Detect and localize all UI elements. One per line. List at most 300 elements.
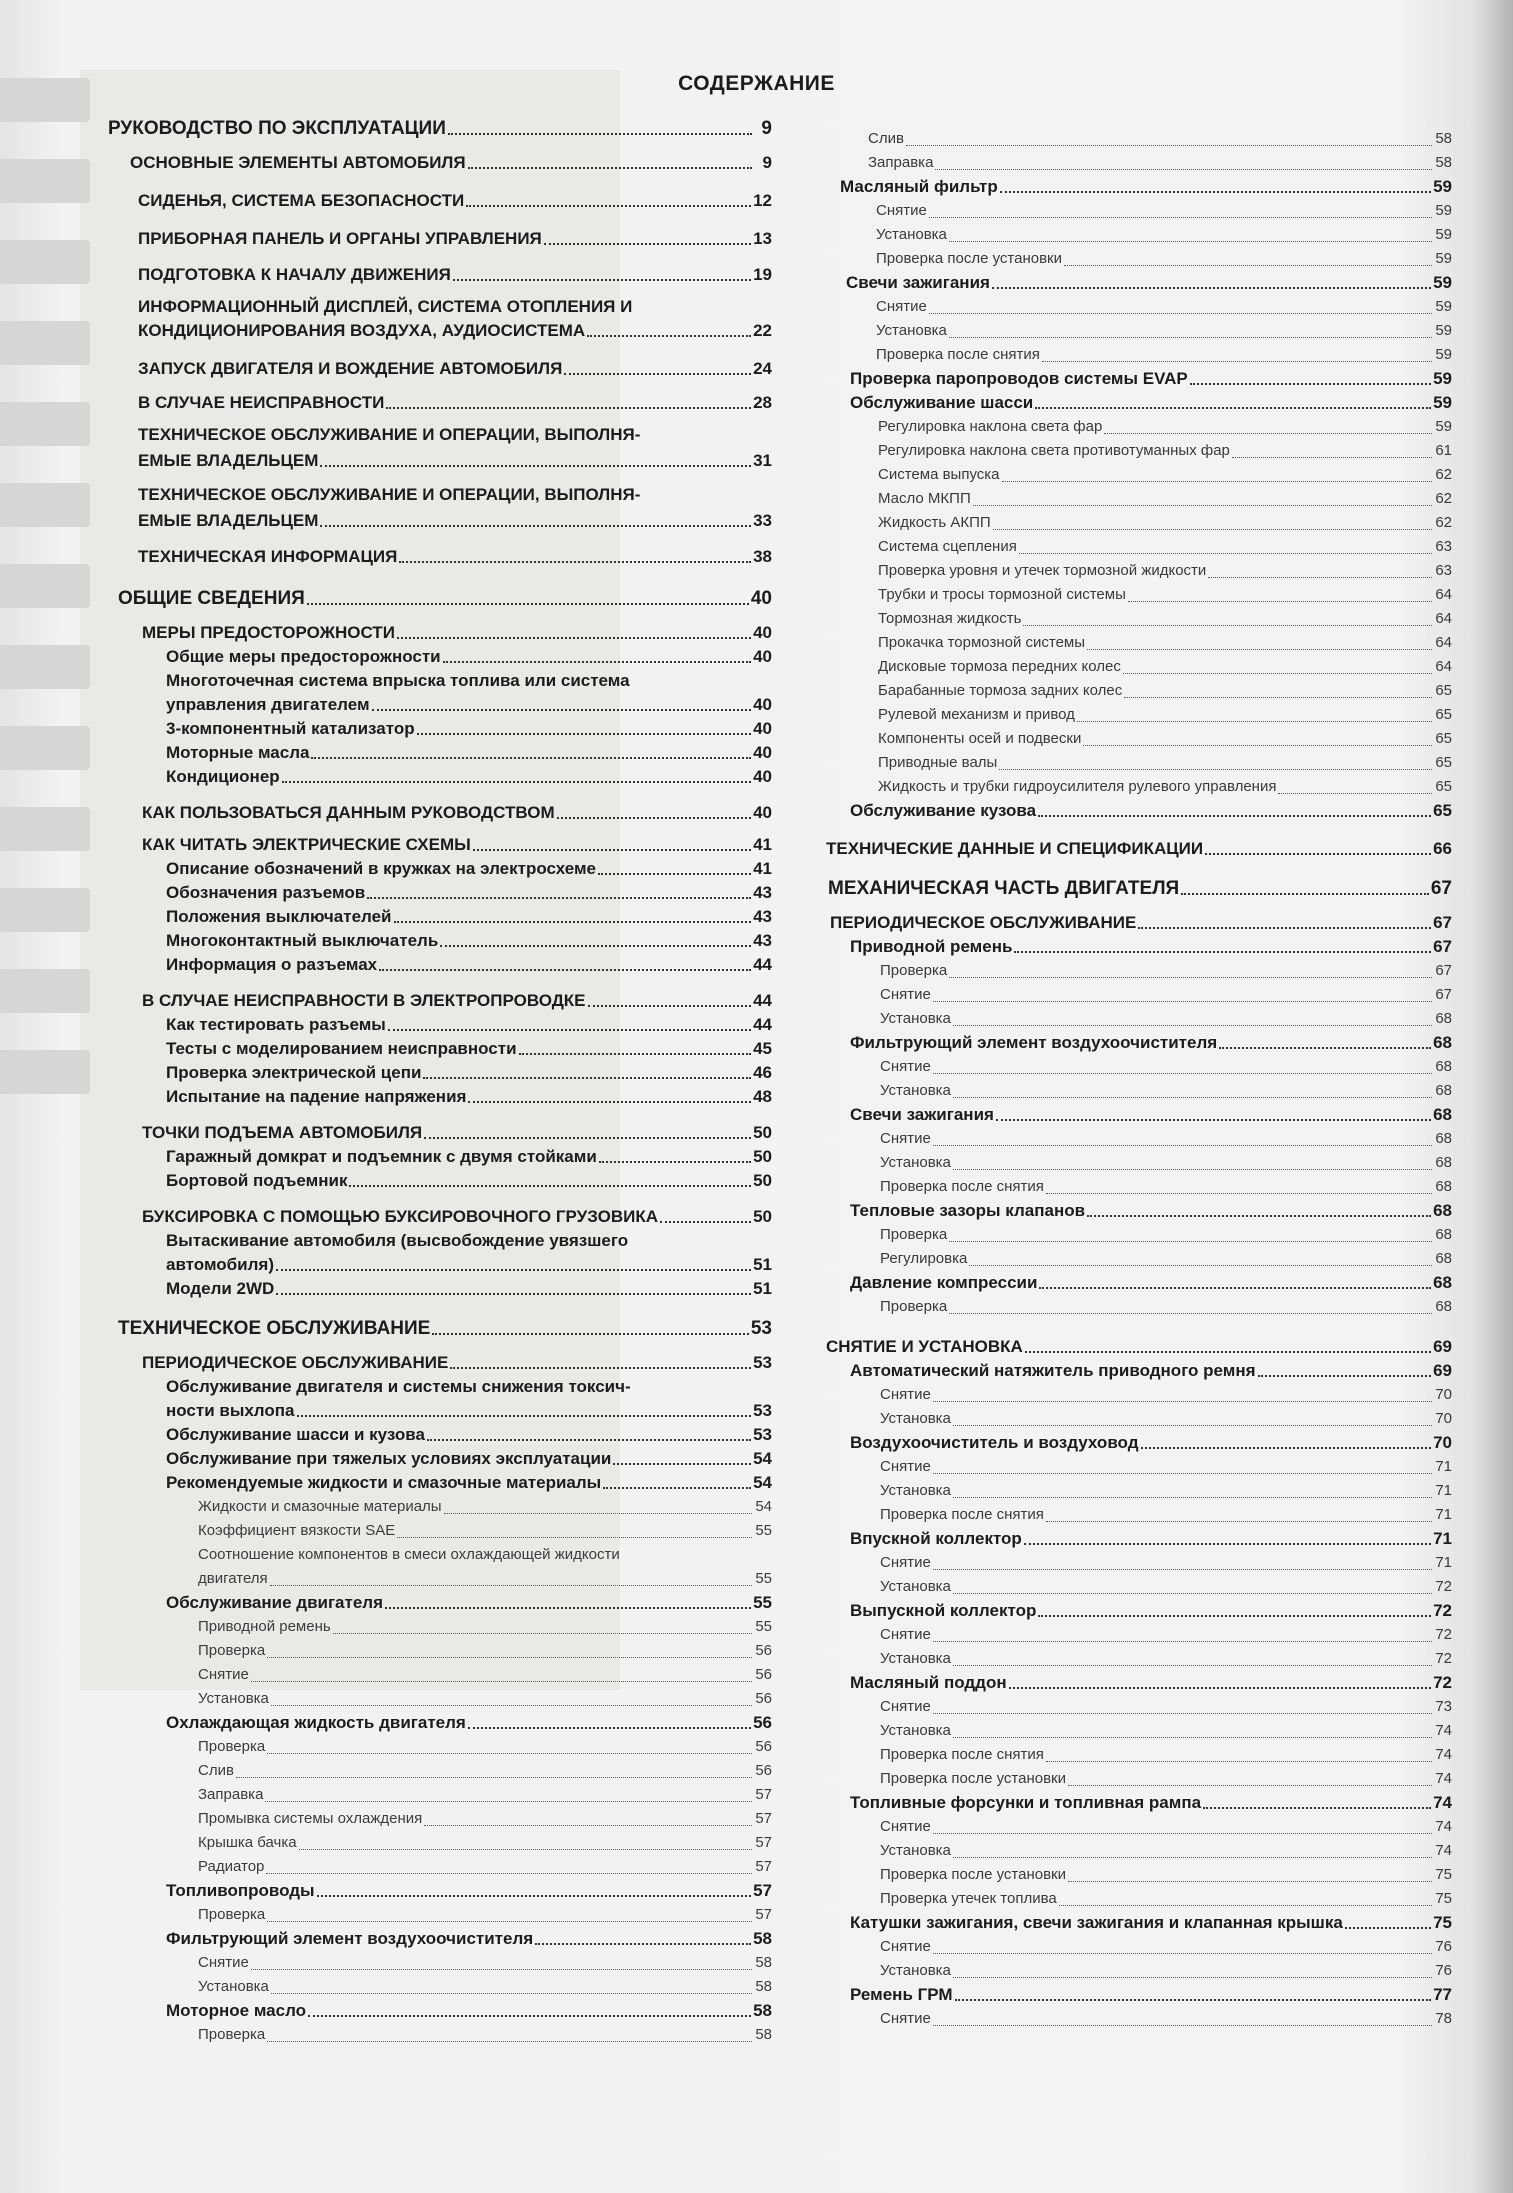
toc-entry bbox=[142, 622, 772, 644]
toc-entry bbox=[138, 392, 772, 414]
toc-entry-page: 75 bbox=[1433, 1913, 1452, 1932]
dot-leader bbox=[320, 465, 751, 467]
dot-leader bbox=[466, 205, 751, 207]
toc-entry-title: Снятие bbox=[880, 986, 931, 1003]
toc-entry-title: Приводной ремень bbox=[198, 1618, 331, 1635]
toc-entry-page: 58 bbox=[755, 2026, 772, 2043]
toc-entry bbox=[166, 694, 772, 716]
dot-leader bbox=[953, 1857, 1432, 1858]
toc-entry bbox=[198, 1640, 772, 1662]
dot-leader bbox=[1128, 601, 1432, 602]
dot-leader bbox=[1014, 951, 1431, 953]
toc-entry bbox=[166, 1400, 772, 1422]
toc-entry-title: Фильтрующий элемент воздухоочистителя bbox=[850, 1033, 1218, 1052]
toc-entry-page: 48 bbox=[753, 1087, 772, 1106]
toc-entry-page: 69 bbox=[1433, 1361, 1452, 1380]
toc-entry bbox=[198, 1904, 772, 1926]
toc-entry bbox=[142, 990, 772, 1012]
dot-leader bbox=[1039, 1287, 1431, 1289]
toc-entry-title: Установка bbox=[198, 1690, 269, 1707]
dot-leader bbox=[1190, 383, 1431, 385]
toc-entry-title: МЕХАНИЧЕСКАЯ ЧАСТЬ ДВИГАТЕЛЯ bbox=[828, 878, 1180, 899]
toc-entry-title: ПОДГОТОВКА К НАЧАЛУ ДВИЖЕНИЯ bbox=[138, 265, 451, 284]
toc-entry-page: 58 bbox=[755, 1978, 772, 1995]
toc-entry-page: 59 bbox=[1435, 202, 1452, 219]
toc-entry-page: 75 bbox=[1435, 1866, 1452, 1883]
toc-entry bbox=[850, 936, 1452, 958]
toc-entry-title: Снятие bbox=[198, 1666, 249, 1683]
toc-entry-page: 74 bbox=[1435, 1746, 1452, 1763]
dot-leader bbox=[993, 529, 1432, 530]
toc-entry bbox=[166, 882, 772, 904]
dot-leader bbox=[432, 1333, 749, 1335]
toc-entry-page: 50 bbox=[753, 1147, 772, 1166]
toc-entry-page: 76 bbox=[1435, 1938, 1452, 1955]
dot-leader bbox=[999, 769, 1432, 770]
toc-entry bbox=[850, 1272, 1452, 1294]
dot-leader bbox=[349, 1185, 751, 1187]
toc-entry-title: Слив bbox=[868, 130, 904, 147]
toc-entry-title: Проверка паропроводов системы EVAP bbox=[850, 369, 1188, 388]
toc-entry-title: Снятие bbox=[880, 1058, 931, 1075]
toc-entry-title: Многоточечная система впрыска топлива или система bbox=[166, 671, 630, 690]
dot-leader bbox=[933, 1713, 1432, 1714]
toc-entry-title: Жидкость и трубки гидроусилителя рулевого управления bbox=[878, 778, 1277, 795]
toc-entry bbox=[166, 1038, 772, 1060]
toc-entry-title: Установка bbox=[880, 1010, 951, 1027]
toc-entry-page: 54 bbox=[753, 1473, 772, 1492]
toc-entry-page: 50 bbox=[753, 1207, 772, 1226]
toc-entry bbox=[166, 954, 772, 976]
dot-leader bbox=[1278, 793, 1432, 794]
dot-leader bbox=[949, 337, 1432, 338]
toc-entry bbox=[198, 1832, 772, 1854]
dot-leader bbox=[519, 1053, 752, 1055]
toc-entry bbox=[198, 2024, 772, 2046]
toc-entry bbox=[138, 228, 772, 250]
toc-entry-page: 64 bbox=[1435, 634, 1452, 651]
dot-leader bbox=[468, 167, 752, 169]
toc-entry bbox=[878, 728, 1452, 750]
toc-entry bbox=[138, 358, 772, 380]
toc-entry bbox=[880, 984, 1452, 1006]
dot-leader bbox=[468, 1101, 751, 1103]
toc-entry-title: КОНДИЦИОНИРОВАНИЯ ВОЗДУХА, АУДИОСИСТЕМА bbox=[138, 321, 586, 340]
toc-entry-page: 13 bbox=[753, 229, 772, 248]
toc-entry-title: Снятие bbox=[880, 1386, 931, 1403]
section-tab bbox=[0, 321, 90, 365]
dot-leader bbox=[1203, 1807, 1431, 1809]
toc-entry bbox=[198, 1664, 772, 1686]
toc-entry-page: 68 bbox=[1435, 1058, 1452, 1075]
toc-entry bbox=[198, 1808, 772, 1830]
toc-entry-page: 72 bbox=[1433, 1601, 1452, 1620]
dot-leader bbox=[271, 1705, 752, 1706]
dot-leader bbox=[933, 1145, 1432, 1146]
dot-leader bbox=[1059, 1905, 1432, 1906]
dot-leader bbox=[265, 1801, 752, 1802]
dot-leader bbox=[996, 1119, 1431, 1121]
toc-entry-page: 65 bbox=[1435, 754, 1452, 771]
dot-leader bbox=[933, 2025, 1432, 2026]
dot-leader bbox=[1232, 457, 1432, 458]
toc-entry bbox=[850, 1200, 1452, 1222]
section-tab bbox=[0, 969, 90, 1013]
toc-entry-page: 74 bbox=[1435, 1722, 1452, 1739]
toc-entry-title: ТЕХНИЧЕСКОЕ ОБСЛУЖИВАНИЕ И ОПЕРАЦИИ, ВЫПОЛНЯ- bbox=[138, 425, 641, 444]
toc-entry-page: 68 bbox=[1435, 1226, 1452, 1243]
toc-entry-title: Регулировка наклона света фар bbox=[878, 418, 1103, 435]
toc-entry-page: 55 bbox=[755, 1570, 772, 1587]
toc-entry-title: Система сцепления bbox=[878, 538, 1017, 555]
toc-entry-page: 43 bbox=[753, 931, 772, 950]
dot-leader bbox=[311, 757, 751, 759]
toc-entry-title: РУКОВОДСТВО ПО ЭКСПЛУАТАЦИИ bbox=[108, 118, 446, 139]
toc-entry bbox=[880, 960, 1452, 982]
toc-entry-title: Установка bbox=[880, 1154, 951, 1171]
toc-entry-page: 59 bbox=[1435, 322, 1452, 339]
toc-entry-title: ности выхлопа bbox=[166, 1401, 295, 1420]
toc-entry-page: 57 bbox=[753, 1881, 772, 1900]
toc-entry-title: Снятие bbox=[880, 1554, 931, 1571]
toc-entry-title: Снятие bbox=[880, 1698, 931, 1715]
toc-entry-page: 41 bbox=[753, 859, 772, 878]
toc-entry bbox=[850, 392, 1452, 414]
toc-entry-page: 65 bbox=[1435, 682, 1452, 699]
toc-entry-title: Проверка bbox=[880, 962, 948, 979]
toc-entry bbox=[880, 1480, 1452, 1502]
toc-entry bbox=[830, 912, 1452, 934]
toc-entry-title: Снятие bbox=[880, 1818, 931, 1835]
dot-leader bbox=[1124, 697, 1432, 698]
page-title: СОДЕРЖАНИЕ bbox=[678, 72, 835, 95]
dot-leader bbox=[1208, 577, 1432, 578]
toc-entry-title: Фильтрующий элемент воздухоочистителя bbox=[166, 1929, 534, 1948]
dot-leader bbox=[397, 637, 751, 639]
toc-entry-page: 62 bbox=[1435, 466, 1452, 483]
toc-entry bbox=[876, 200, 1452, 222]
dot-leader bbox=[949, 977, 1432, 978]
dot-leader bbox=[308, 2015, 751, 2017]
toc-entry-title: Жидкость АКПП bbox=[878, 514, 991, 531]
toc-entry-page: 56 bbox=[755, 1690, 772, 1707]
toc-entry-title: Проверка электрической цепи bbox=[166, 1063, 422, 1082]
toc-entry-title: ПЕРИОДИЧЕСКОЕ ОБСЛУЖИВАНИЕ bbox=[142, 1353, 449, 1372]
dot-leader bbox=[251, 1969, 752, 1970]
toc-entry-page: 40 bbox=[753, 767, 772, 786]
toc-entry-page: 65 bbox=[1435, 730, 1452, 747]
toc-entry-page: 68 bbox=[1435, 1010, 1452, 1027]
toc-entry-title: Обслуживание двигателя bbox=[166, 1593, 383, 1612]
toc-entry-page: 59 bbox=[1435, 346, 1452, 363]
toc-entry bbox=[142, 1206, 772, 1228]
toc-entry-title: ИНФОРМАЦИОННЫЙ ДИСПЛЕЙ, СИСТЕМА ОТОПЛЕНИЯ И bbox=[138, 297, 633, 316]
toc-entry bbox=[166, 1448, 772, 1470]
toc-entry-title: Жидкости и смазочные материалы bbox=[198, 1498, 442, 1515]
toc-entry-title: Приводные валы bbox=[878, 754, 998, 771]
toc-entry-page: 74 bbox=[1435, 1842, 1452, 1859]
toc-entry-page: 46 bbox=[753, 1063, 772, 1082]
toc-entry bbox=[880, 1696, 1452, 1718]
toc-entry-title: Многоконтактный выключатель bbox=[166, 931, 439, 950]
toc-entry-title: Установка bbox=[880, 1962, 951, 1979]
toc-entry-page: 28 bbox=[753, 393, 772, 412]
toc-entry-page: 76 bbox=[1435, 1962, 1452, 1979]
toc-entry bbox=[876, 248, 1452, 270]
toc-entry-title: Воздухоочиститель и воздуховод bbox=[850, 1433, 1139, 1452]
dot-leader bbox=[587, 335, 751, 337]
toc-entry-page: 40 bbox=[753, 743, 772, 762]
dot-leader bbox=[933, 1953, 1432, 1954]
toc-entry bbox=[142, 1352, 772, 1374]
toc-entry-page: 70 bbox=[1435, 1410, 1452, 1427]
toc-entry-page: 78 bbox=[1435, 2010, 1452, 2027]
toc-entry-title: Проверка после установки bbox=[880, 1770, 1066, 1787]
toc-entry bbox=[828, 878, 1452, 900]
toc-entry-title: Проверка bbox=[198, 2026, 266, 2043]
toc-entry-title: Снятие bbox=[880, 1458, 931, 1475]
toc-entry-page: 59 bbox=[1435, 298, 1452, 315]
toc-entry-title: Обслуживание кузова bbox=[850, 801, 1037, 820]
toc-entry-page: 68 bbox=[1433, 1033, 1452, 1052]
toc-entry-title: Проверка после установки bbox=[880, 1866, 1066, 1883]
toc-entry-title: ОБЩИЕ СВЕДЕНИЯ bbox=[118, 588, 305, 609]
toc-entry bbox=[880, 1624, 1452, 1646]
toc-entry bbox=[166, 2000, 772, 2022]
toc-entry bbox=[138, 190, 772, 212]
toc-entry-title: Регулировка bbox=[880, 1250, 968, 1267]
toc-entry-page: 51 bbox=[753, 1255, 772, 1274]
dot-leader bbox=[448, 133, 752, 135]
toc-entry bbox=[108, 118, 772, 140]
toc-entry bbox=[876, 344, 1452, 366]
section-tab bbox=[0, 483, 90, 527]
toc-entry-title: Трубки и тросы тормозной системы bbox=[878, 586, 1126, 603]
dot-leader bbox=[453, 279, 751, 281]
toc-entry bbox=[880, 2008, 1452, 2030]
toc-entry-page: 67 bbox=[1433, 937, 1452, 956]
toc-entry bbox=[166, 670, 772, 692]
dot-leader bbox=[598, 873, 751, 875]
dot-leader bbox=[969, 1265, 1432, 1266]
toc-entry-title: Установка bbox=[880, 1578, 951, 1595]
toc-entry bbox=[880, 1384, 1452, 1406]
toc-entry-page: 9 bbox=[761, 118, 772, 139]
dot-leader bbox=[276, 1269, 751, 1271]
toc-entry-title: Тесты с моделированием неисправности bbox=[166, 1039, 517, 1058]
toc-entry-title: Вытаскивание автомобиля (высвобождение увязшего bbox=[166, 1231, 629, 1250]
toc-entry-page: 40 bbox=[750, 588, 772, 609]
dot-leader bbox=[535, 1943, 751, 1945]
toc-entry-title: В СЛУЧАЕ НЕИСПРАВНОСТИ В ЭЛЕКТРОПРОВОДКЕ bbox=[142, 991, 586, 1010]
dot-leader bbox=[1035, 407, 1431, 409]
toc-entry bbox=[166, 1230, 772, 1252]
dot-leader bbox=[267, 1753, 752, 1754]
toc-entry-page: 65 bbox=[1435, 706, 1452, 723]
toc-entry bbox=[166, 930, 772, 952]
toc-entry bbox=[142, 802, 772, 824]
toc-entry-page: 72 bbox=[1435, 1626, 1452, 1643]
dot-leader bbox=[276, 1293, 751, 1295]
toc-entry-page: 68 bbox=[1435, 1154, 1452, 1171]
toc-entry bbox=[850, 1360, 1452, 1382]
toc-entry-page: 57 bbox=[755, 1786, 772, 1803]
toc-entry bbox=[878, 680, 1452, 702]
dot-leader bbox=[1083, 745, 1432, 746]
dot-leader bbox=[427, 1439, 751, 1441]
toc-entry-title: Проверка уровня и утечек тормозной жидкости bbox=[878, 562, 1207, 579]
toc-entry-page: 50 bbox=[753, 1123, 772, 1142]
toc-entry bbox=[166, 1146, 772, 1168]
toc-entry-title: Установка bbox=[880, 1410, 951, 1427]
dot-leader bbox=[1038, 815, 1431, 817]
toc-entry-page: 53 bbox=[750, 1318, 772, 1339]
toc-entry-page: 40 bbox=[753, 695, 772, 714]
toc-entry bbox=[850, 1792, 1452, 1814]
toc-entry-title: КАК ПОЛЬЗОВАТЬСЯ ДАННЫМ РУКОВОДСТВОМ bbox=[142, 803, 555, 822]
toc-entry-title: Автоматический натяжитель приводного ремня bbox=[850, 1361, 1256, 1380]
toc-entry-page: 65 bbox=[1435, 778, 1452, 795]
toc-entry-title: Проверка после снятия bbox=[876, 346, 1040, 363]
toc-entry-page: 59 bbox=[1435, 250, 1452, 267]
dot-leader bbox=[1019, 553, 1432, 554]
toc-entry bbox=[166, 766, 772, 788]
toc-entry bbox=[850, 1528, 1452, 1550]
toc-entry-page: 55 bbox=[753, 1593, 772, 1612]
dot-leader bbox=[267, 1921, 752, 1922]
dot-leader bbox=[297, 1415, 752, 1417]
toc-entry-title: ТЕХНИЧЕСКАЯ ИНФОРМАЦИЯ bbox=[138, 547, 398, 566]
dot-leader bbox=[599, 1161, 751, 1163]
toc-entry bbox=[878, 776, 1452, 798]
section-tab bbox=[0, 645, 90, 689]
toc-entry bbox=[198, 1568, 772, 1590]
toc-entry bbox=[198, 1616, 772, 1638]
toc-entry-page: 67 bbox=[1433, 913, 1452, 932]
toc-entry-title: Масляный поддон bbox=[850, 1673, 1007, 1692]
toc-entry-title: Впускной коллектор bbox=[850, 1529, 1022, 1548]
toc-entry-title: СИДЕНЬЯ, СИСТЕМА БЕЗОПАСНОСТИ bbox=[138, 191, 465, 210]
section-tab bbox=[0, 402, 90, 446]
toc-entry-title: Рекомендуемые жидкости и смазочные материалы bbox=[166, 1473, 602, 1492]
section-tab bbox=[0, 1050, 90, 1094]
toc-entry-title: Тормозная жидкость bbox=[878, 610, 1022, 627]
toc-entry-page: 74 bbox=[1433, 1793, 1452, 1812]
toc-entry bbox=[130, 152, 772, 174]
toc-entry bbox=[880, 1408, 1452, 1430]
dot-leader bbox=[933, 1073, 1432, 1074]
toc-entry bbox=[878, 488, 1452, 510]
toc-entry-page: 54 bbox=[753, 1449, 772, 1468]
toc-entry-page: 40 bbox=[753, 623, 772, 642]
toc-entry-page: 53 bbox=[753, 1401, 772, 1420]
toc-entry-title: Топливные форсунки и топливная рампа bbox=[850, 1793, 1202, 1812]
dot-leader bbox=[394, 921, 752, 923]
toc-entry-title: Масло МКПП bbox=[878, 490, 971, 507]
toc-entry bbox=[850, 800, 1452, 822]
toc-entry bbox=[880, 1176, 1452, 1198]
toc-entry-page: 59 bbox=[1433, 369, 1452, 388]
dot-leader bbox=[1138, 927, 1431, 929]
toc-entry-page: 72 bbox=[1435, 1578, 1452, 1595]
dot-leader bbox=[953, 1169, 1432, 1170]
toc-entry-title: ЗАПУСК ДВИГАТЕЛЯ И ВОЖДЕНИЕ АВТОМОБИЛЯ bbox=[138, 359, 563, 378]
toc-entry bbox=[198, 1952, 772, 1974]
toc-entry-title: Регулировка наклона света противотуманных фар bbox=[878, 442, 1230, 459]
dot-leader bbox=[299, 1849, 752, 1850]
toc-entry-page: 67 bbox=[1430, 878, 1452, 899]
toc-entry-page: 64 bbox=[1435, 586, 1452, 603]
toc-entry bbox=[166, 1928, 772, 1950]
toc-entry-title: Проверка bbox=[880, 1226, 948, 1243]
toc-entry-title: Катушки зажигания, свечи зажигания и клапанная крышка bbox=[850, 1913, 1343, 1932]
dot-leader bbox=[1046, 1193, 1432, 1194]
toc-entry-page: 40 bbox=[753, 647, 772, 666]
dot-leader bbox=[1104, 433, 1432, 434]
toc-entry-page: 40 bbox=[753, 719, 772, 738]
toc-entry bbox=[878, 536, 1452, 558]
toc-entry-title: Общие меры предосторожности bbox=[166, 647, 441, 666]
toc-entry bbox=[142, 834, 772, 856]
toc-entry-page: 74 bbox=[1435, 1770, 1452, 1787]
toc-entry-title: Давление компрессии bbox=[850, 1273, 1038, 1292]
toc-entry bbox=[138, 320, 772, 342]
toc-entry-title: Заправка bbox=[198, 1786, 264, 1803]
toc-entry-title: ТЕХНИЧЕСКОЕ ОБСЛУЖИВАНИЕ bbox=[118, 1318, 431, 1339]
dot-leader bbox=[450, 1367, 751, 1369]
toc-entry bbox=[850, 1432, 1452, 1454]
toc-entry-page: 55 bbox=[755, 1522, 772, 1539]
toc-entry bbox=[878, 608, 1452, 630]
toc-entry bbox=[850, 1984, 1452, 2006]
dot-leader bbox=[933, 1641, 1432, 1642]
toc-entry bbox=[166, 1592, 772, 1614]
dot-leader bbox=[1123, 673, 1432, 674]
toc-entry bbox=[166, 906, 772, 928]
toc-entry-page: 57 bbox=[755, 1906, 772, 1923]
toc-entry-page: 33 bbox=[753, 511, 772, 530]
toc-entry-page: 65 bbox=[1433, 801, 1452, 820]
dot-leader bbox=[468, 1727, 751, 1729]
toc-entry bbox=[198, 1520, 772, 1542]
toc-entry bbox=[880, 1888, 1452, 1910]
toc-entry bbox=[166, 1062, 772, 1084]
toc-entry-title: Обслуживание шасси bbox=[850, 393, 1034, 412]
toc-entry-page: 71 bbox=[1433, 1529, 1452, 1548]
toc-entry bbox=[880, 1840, 1452, 1862]
toc-entry-title: Снятие bbox=[880, 1938, 931, 1955]
toc-entry bbox=[138, 264, 772, 286]
toc-entry-title: Компоненты осей и подвески bbox=[878, 730, 1082, 747]
toc-entry bbox=[166, 1376, 772, 1398]
dot-leader bbox=[953, 1025, 1432, 1026]
dot-leader bbox=[1042, 361, 1432, 362]
toc-entry bbox=[850, 368, 1452, 390]
dot-leader bbox=[1068, 1881, 1432, 1882]
toc-entry-title: БУКСИРОВКА С ПОМОЩЬЮ БУКСИРОВОЧНОГО ГРУЗОВИКА bbox=[142, 1207, 658, 1226]
dot-leader bbox=[372, 709, 752, 711]
toc-entry-title: ОСНОВНЫЕ ЭЛЕМЕНТЫ АВТОМОБИЛЯ bbox=[130, 153, 466, 172]
toc-entry bbox=[198, 1760, 772, 1782]
toc-entry-title: Обозначения разъемов bbox=[166, 883, 366, 902]
toc-entry-title: Установка bbox=[880, 1650, 951, 1667]
toc-entry bbox=[198, 1544, 772, 1566]
dot-leader bbox=[557, 817, 751, 819]
dot-leader bbox=[1181, 893, 1429, 895]
dot-leader bbox=[444, 1513, 752, 1514]
toc-entry-title: Описание обозначений в кружках на электросхеме bbox=[166, 859, 597, 878]
toc-entry bbox=[142, 1122, 772, 1144]
